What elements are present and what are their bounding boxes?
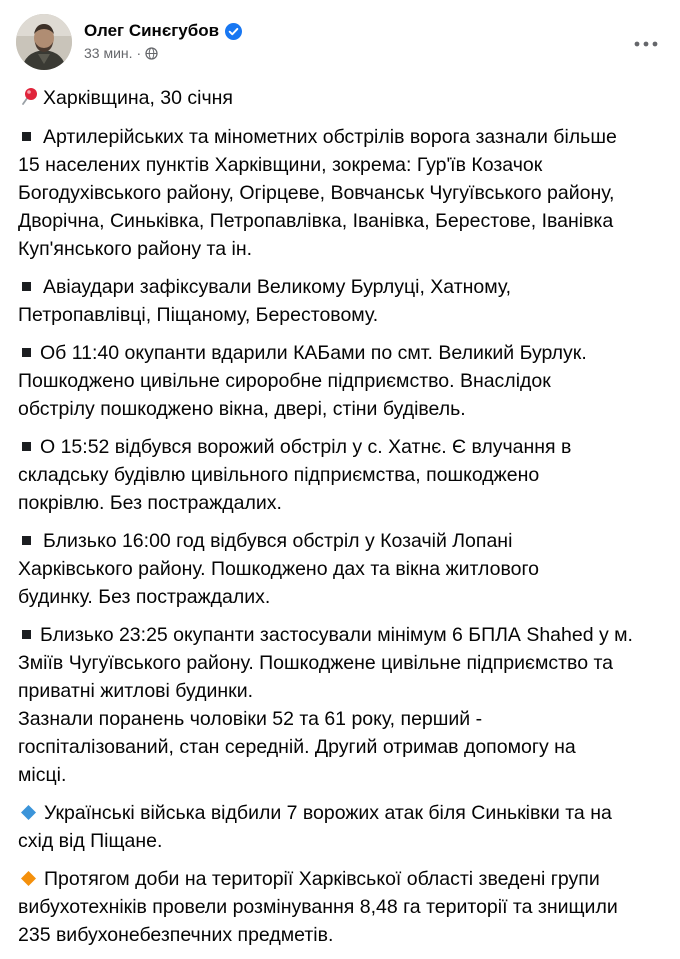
text-line: Українські війська відбили 7 ворожих атак біля Синьківки та на xyxy=(44,802,612,824)
text-line: 235 вибухонебезпечних предметів. xyxy=(18,924,334,946)
round-pushpin-icon xyxy=(18,86,40,108)
author-name[interactable] xyxy=(84,21,242,41)
paragraph-velykyi-burluk xyxy=(18,339,664,423)
more-options-icon xyxy=(634,41,658,47)
text-line: госпіталізований, стан середній. Другий отримав допомогу на xyxy=(18,736,576,758)
verified-badge-icon xyxy=(225,23,242,40)
headline-paragraph xyxy=(18,84,664,112)
text-line: Харківського району. Пошкоджено дах та вікна житлового xyxy=(18,558,539,580)
text-line: Близько 16:00 год відбувся обстріл у Козачій Лопані xyxy=(43,530,513,552)
text-line: вибухотехніків провели розмінування 8,48 га території та знищили xyxy=(18,896,618,918)
meta-separator: · xyxy=(136,45,142,61)
text-line: Богодухівського району, Огірцеве, Вовчанськ Чугуївського району, xyxy=(18,182,615,204)
paragraph-demining xyxy=(18,865,664,949)
black-small-square-icon xyxy=(22,442,31,451)
black-small-square-icon xyxy=(22,282,31,291)
text-line: будинку. Без постраждалих. xyxy=(18,586,271,608)
text-line: Дворічна, Синьківка, Петропавлівка, Іванівка, Берестове, Іванівка xyxy=(18,210,614,232)
text-line: Куп'янського району та ін. xyxy=(18,238,253,260)
paragraph-shelling xyxy=(18,123,664,263)
post-meta xyxy=(84,45,158,61)
paragraph-repelled-attacks xyxy=(18,799,664,855)
text-line: приватні житлові будинки. xyxy=(18,680,254,702)
text-line: Авіаудари зафіксували Великому Бурлуці, Хатному, xyxy=(43,276,512,298)
text-line: Протягом доби на території Харківської області зведені групи xyxy=(44,868,600,890)
text-line: Близько 23:25 окупанти застосували мінімум 6 БПЛА Shahed у м. xyxy=(40,624,633,646)
text-line: Артилерійських та мінометних обстрілів ворога зазнали більше xyxy=(43,126,617,148)
post-body xyxy=(18,84,664,959)
text-line: Зміїв Чугуївського району. Пошкоджене цивільне підприємство та xyxy=(18,652,614,674)
text-line: Петропавлівці, Піщаному, Берестовому. xyxy=(18,304,379,326)
paragraph-khatne xyxy=(18,433,664,517)
post-timestamp[interactable]: 33 мин. xyxy=(84,45,133,61)
small-blue-diamond-icon xyxy=(20,801,37,818)
text-line: Пошкоджено цивільне сироробне підприємство. Внаслідок xyxy=(18,370,551,392)
text-line: покрівлю. Без постраждалих. xyxy=(18,492,282,514)
post-header xyxy=(16,14,664,74)
black-small-square-icon xyxy=(22,630,31,639)
text-line: складську будівлю цивільного підприємства, пошкоджено xyxy=(18,464,540,486)
paragraph-airstrikes xyxy=(18,273,664,329)
paragraph-kozacha-lopan xyxy=(18,527,664,611)
headline-text: Харківщина, 30 січня xyxy=(43,87,233,109)
black-small-square-icon xyxy=(22,348,31,357)
text-line: О 15:52 відбувся ворожий обстріл у с. Хатнє. Є влучання в xyxy=(40,436,572,458)
paragraph-zmiiv xyxy=(18,621,664,789)
more-options-button[interactable] xyxy=(628,26,664,62)
author-name-text: Олег Синєгубов xyxy=(84,21,220,40)
text-line: 15 населених пунктів Харківщини, зокрема: Гур'їв Козачок xyxy=(18,154,543,176)
avatar[interactable] xyxy=(16,14,72,70)
small-orange-diamond-icon xyxy=(20,867,37,884)
text-line: обстрілу пошкоджено вікна, двері, стіни будівель. xyxy=(18,398,466,420)
text-line: схід від Піщане. xyxy=(18,830,163,852)
text-line: Зазнали поранень чоловіки 52 та 61 року, перший - xyxy=(18,708,483,730)
text-line: Об 11:40 окупанти вдарили КАБами по смт. Великий Бурлук. xyxy=(40,342,587,364)
text-line: місці. xyxy=(18,764,67,786)
globe-icon[interactable] xyxy=(145,47,158,60)
black-small-square-icon xyxy=(22,536,31,545)
black-small-square-icon xyxy=(22,132,31,141)
